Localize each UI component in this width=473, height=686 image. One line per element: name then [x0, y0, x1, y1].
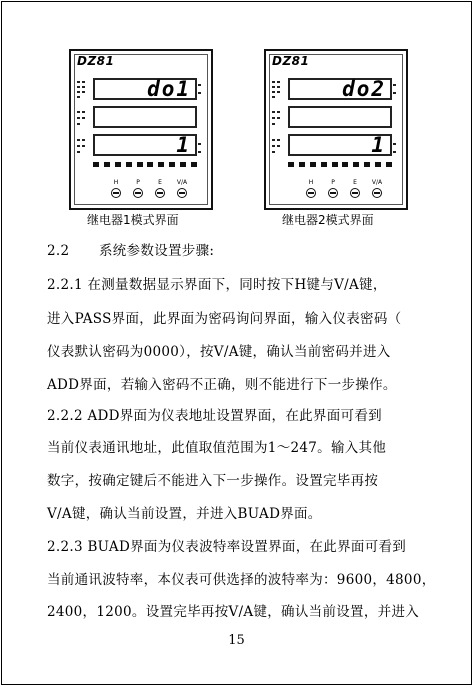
- paragraph-line: 2400，1200。设置完毕再按V/A键，确认当前设置，并进入: [47, 604, 420, 620]
- lcd-line-3: 1: [93, 134, 197, 156]
- key-p: [326, 179, 340, 198]
- meter-keys: [304, 179, 384, 205]
- paragraph-line: 数字，按确定键后不能进入下一步操作。设置完毕再按: [47, 473, 379, 489]
- section-title: 系统参数设置步骤:: [99, 243, 215, 259]
- key-h-label: H: [113, 179, 119, 186]
- key-p-label: P: [331, 179, 335, 186]
- lcd-line-1: do1: [93, 78, 197, 100]
- page-number: 15: [228, 633, 245, 648]
- meter-keys: [109, 179, 189, 205]
- key-p-button-icon: [133, 188, 143, 198]
- relay-mode-figures: [0, 0, 473, 230]
- key-e: [153, 179, 167, 198]
- key-h-button-icon: [111, 188, 121, 198]
- key-e-label: E: [353, 179, 357, 186]
- key-h-button-icon: [306, 188, 316, 198]
- lcd-line-3: 1: [288, 134, 392, 156]
- meter-model-label: DZ81: [272, 54, 310, 68]
- paragraph-line: 2.2.2 ADD界面为仪表地址设置界面，在此界面可看到: [47, 408, 382, 424]
- section-number: 2.2: [47, 243, 70, 259]
- key-p-label: P: [136, 179, 140, 186]
- meter-panel-relay-1: [69, 49, 213, 210]
- meter-panel-relay-2: [264, 49, 408, 210]
- figure-caption-relay-1: 继电器1模式界面: [87, 213, 179, 227]
- key-e-label: E: [158, 179, 162, 186]
- key-h: [109, 179, 123, 198]
- key-e-button-icon: [155, 188, 165, 198]
- paragraph-line: 进入PASS界面，此界面为密码询问界面，输入仪表密码（: [47, 311, 402, 327]
- lcd-line-2: [93, 106, 197, 128]
- left-indicator-column: [77, 81, 91, 161]
- meter-model-label: DZ81: [77, 54, 115, 68]
- key-va-label: V/A: [371, 179, 383, 186]
- section-heading: [47, 242, 214, 260]
- key-h-label: H: [308, 179, 314, 186]
- key-e-button-icon: [350, 188, 360, 198]
- key-va-label: V/A: [176, 179, 188, 186]
- led-indicator-row: [288, 162, 392, 167]
- led-indicator-row: [93, 162, 197, 167]
- lcd-line-1: do2: [288, 78, 392, 100]
- key-va: [175, 179, 189, 198]
- key-h: [304, 179, 318, 198]
- key-e: [348, 179, 362, 198]
- lcd-line-2: [288, 106, 392, 128]
- key-va-button-icon: [372, 188, 382, 198]
- paragraph-line: 2.2.1 在测量数据显示界面下，同时按下H键与V/A键，: [47, 277, 387, 293]
- paragraph-line: V/A键，确认当前设置，并进入BUAD界面。: [47, 506, 322, 522]
- figure-caption-relay-2: 继电器2模式界面: [282, 213, 374, 227]
- paragraph-line: 当前通讯波特率，本仪表可供选择的波特率为：9600，4800，: [47, 572, 436, 588]
- key-p: [131, 179, 145, 198]
- key-p-button-icon: [328, 188, 338, 198]
- paragraph-line: ADD界面，若输入密码不正确，则不能进行下一步操作。: [47, 377, 397, 393]
- left-indicator-column: [272, 81, 286, 161]
- key-va-button-icon: [177, 188, 187, 198]
- key-va: [370, 179, 384, 198]
- paragraph-line: 仪表默认密码为0000），按V/A键，确认当前密码并进入: [47, 344, 391, 360]
- paragraph-line: 2.2.3 BUAD界面为仪表波特率设置界面，在此界面可看到: [47, 539, 407, 555]
- paragraph-line: 当前仪表通讯地址，此值取值范围为1～247。输入其他: [47, 440, 387, 456]
